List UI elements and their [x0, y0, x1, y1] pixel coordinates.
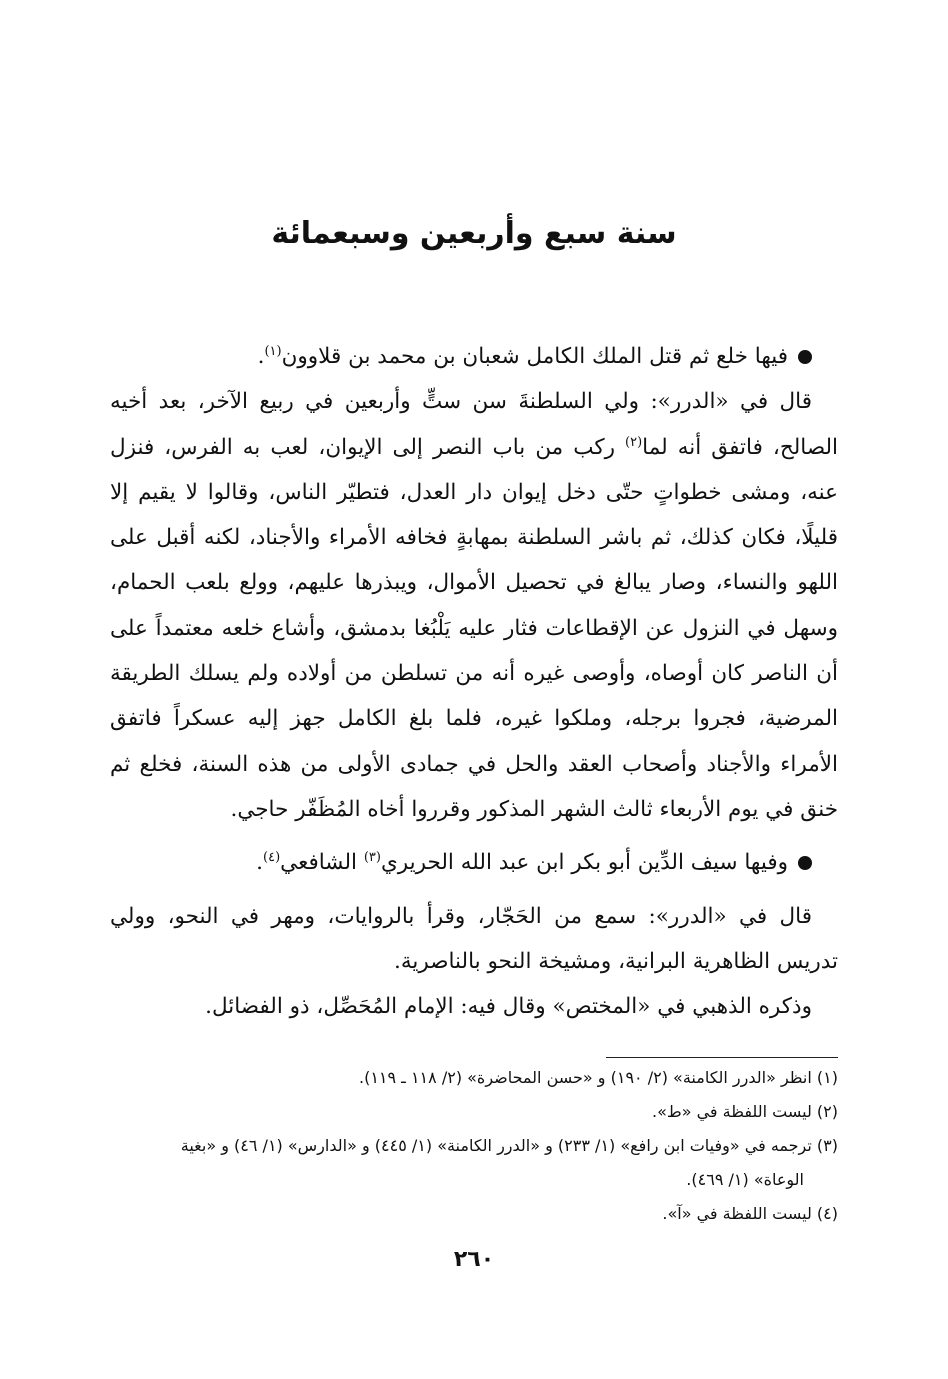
paragraph-text: قال في «الدرر»: ولي السلطنةَ سن ستٍّ وأربعين في ربيع الآخر، بعد أخيه الصالح، فاتفق أنه لما [110, 389, 838, 460]
footnote: (٤) ليست اللفظة في «آ». [662, 1204, 838, 1223]
entry-paragraph [110, 334, 838, 379]
footnote-ref: (١) [264, 343, 282, 359]
footnote: (٣) ترجمه في «وفيات ابن رافع» (١/ ٢٣٣) و «الدرر الكامنة» (١/ ٤٤٥) و «الدارس» (١/ ٤٦) و «بغية [180, 1136, 838, 1155]
chapter-title: سنة سبع وأربعين وسبعمائة [271, 216, 677, 251]
entry-paragraph [110, 840, 838, 885]
footnote: (١) انظر «الدرر الكامنة» (٢/ ١٩٠) و «حسن المحاضرة» (٢/ ١١٨ ـ ١١٩). [358, 1068, 838, 1087]
spacer [110, 832, 838, 840]
body-paragraph [110, 379, 838, 832]
entry-text: فيها خلع ثم قتل الملك الكامل شعبان بن محمد بن قلاوون [281, 344, 788, 369]
entry-text: وفيها سيف الدِّين أبو بكر ابن عبد الله الحريري [380, 850, 788, 876]
body-paragraph: قال في «الدرر»: سمع من الحَجّار، وقرأ بالروايات، ومهر في النحو، وولي تدريس الظاهرية البرانية، ومشيخة النحو بالناصرية. [110, 903, 838, 974]
footnote-continuation: الوعاة» (١/ ٤٦٩). [686, 1170, 804, 1189]
body-paragraph: وذكره الذهبي في «المختص» وقال فيه: الإمام المُحَصِّل، ذو الفضائل. [205, 994, 812, 1020]
page-number: ٢٦٠ [453, 1247, 495, 1272]
entry-end: . [257, 344, 265, 369]
footnotes [110, 1061, 838, 1231]
footnote-ref: (٢) [625, 434, 643, 450]
footnote-divider [606, 1057, 838, 1058]
bullet-icon [798, 856, 812, 870]
footnote-ref: (٤) [263, 850, 281, 866]
footnote: (٢) ليست اللفظة في «ط». [652, 1102, 838, 1121]
main-text [110, 334, 838, 1029]
entry-end: . [256, 850, 264, 876]
bullet-icon [798, 350, 812, 364]
entry-text: الشافعي [280, 850, 364, 876]
footnote-ref: (٣) [363, 850, 381, 866]
spacer [110, 886, 838, 894]
paragraph-text: ركب من باب النصر إلى الإيوان، لعب به الفرس، فنزل عنه، ومشى خطواتٍ حتّى دخل إيوان دار العدل، فتطيّر الناس، وقالوا لا يقيم إلا قليلًا، فكان كذلك، ثم باشر السلطنة بمهابةٍ فخافه الأمراء والأجناد، لكنه أقبل على اللهو والنساء، وصار يبالغ في تحصيل الأموال، ويبذرها عليهم، وولع بلعب الحمام، وسهل في النزول عن الإقطاعات فثار عليه يَلْبُغا بدمشق، وأشاع خلعه معتمداً على أن الناصر كان أوصاه، وأوصى غيره أنه من تسلطن من أولاده ولم يسلك الطريقة المرضية، فجروا برجله، وملكوا غيره، فلما بلغ الكامل جهز إليه عسكراً فاتفق الأمراء والأجناد وأصحاب العقد والحل في جمادى الأولى من هذه السنة، فخلع ثم خنق في يوم الأربعاء ثالث الشهر المذكور وقرروا أخاه المُظَفّر حاجي. [110, 434, 838, 822]
